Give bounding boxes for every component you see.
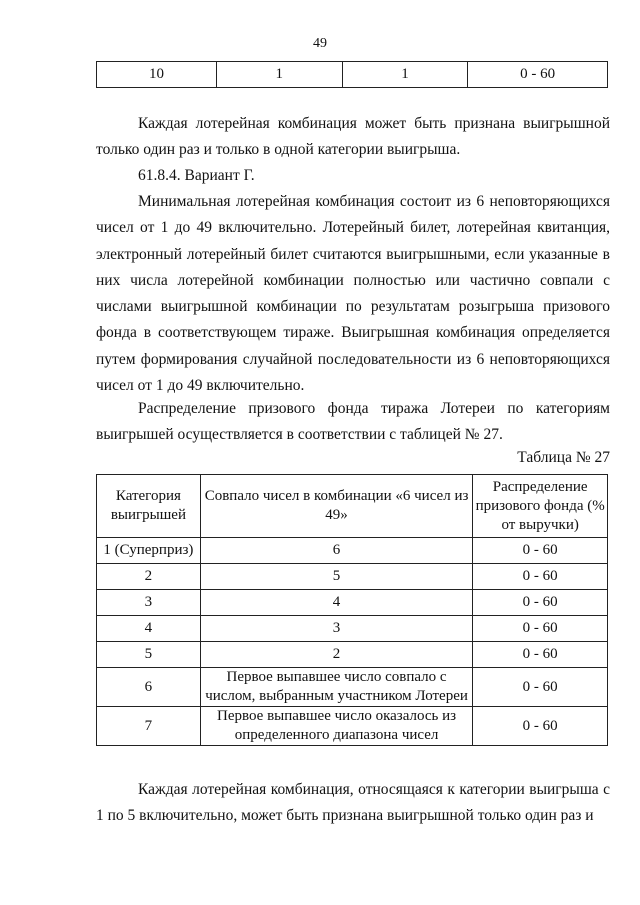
continued-table bbox=[96, 61, 608, 88]
cell-matched: 3 bbox=[200, 616, 473, 642]
table-cell: 0 - 60 bbox=[468, 62, 608, 88]
header-matched: Совпало чисел в комбинации «6 чисел из 49» bbox=[200, 475, 473, 538]
cell-share: 0 - 60 bbox=[473, 564, 608, 590]
table-cell: 1 bbox=[216, 62, 342, 88]
cell-matched: 2 bbox=[200, 642, 473, 668]
table-cell: 10 bbox=[97, 62, 217, 88]
table-row bbox=[97, 538, 608, 564]
table-row bbox=[97, 616, 608, 642]
paragraph-category-limit: Каждая лотерейная комбинация, относящаяся к категории выигрыша с 1 по 5 включительно, может быть признана выигрышной только один раз и bbox=[96, 781, 610, 825]
cell-share: 0 - 60 bbox=[473, 707, 608, 746]
cell-share: 0 - 60 bbox=[473, 642, 608, 668]
table-row bbox=[97, 642, 608, 668]
prize-table bbox=[96, 474, 608, 746]
table-caption: Таблица № 27 bbox=[517, 449, 610, 466]
paragraph-single-win: Каждая лотерейная комбинация может быть признана выигрышной только один раз и только в одной категории выигрыша. bbox=[96, 115, 610, 159]
cell-share: 0 - 60 bbox=[473, 590, 608, 616]
cell-share: 0 - 60 bbox=[473, 616, 608, 642]
page-number: 49 bbox=[313, 36, 327, 51]
table-row bbox=[97, 707, 608, 746]
cell-category: 4 bbox=[97, 616, 201, 642]
cell-matched: 6 bbox=[200, 538, 473, 564]
table-row bbox=[97, 668, 608, 707]
cell-share: 0 - 60 bbox=[473, 668, 608, 707]
cell-category: 1 (Суперприз) bbox=[97, 538, 201, 564]
cell-category: 7 bbox=[97, 707, 201, 746]
cell-category: 5 bbox=[97, 642, 201, 668]
table-row bbox=[97, 564, 608, 590]
cell-category: 2 bbox=[97, 564, 201, 590]
header-category: Категория выигрышей bbox=[97, 475, 201, 538]
header-share: Распределение призового фонда (% от выручки) bbox=[473, 475, 608, 538]
cell-category: 6 bbox=[97, 668, 201, 707]
table-row bbox=[97, 62, 608, 88]
paragraph-variant-description: Минимальная лотерейная комбинация состоит из 6 неповторяющихся чисел от 1 до 49 включительно. Лотерейный билет, лотерейная квитанция, электронный лотерейный билет считаются выигрышными, если указанные в них числа лотерейной комбинации полностью или частично совпали с числами выигрышной комбинации по результатам розыгрыша призового фонда в соответствующем тираже. Выигрышная комбинация определяется путем формирования случайной последовательности из 6 неповторяющихся чисел от 1 до 49 включительно. bbox=[96, 193, 610, 395]
paragraph-prize-distribution: Распределение призового фонда тиража Лотереи по категориям выигрышей осуществляется в соответствии с таблицей № 27. bbox=[96, 400, 610, 444]
section-heading: 61.8.4. Вариант Г. bbox=[138, 167, 255, 184]
cell-matched: 5 bbox=[200, 564, 473, 590]
table-header-row bbox=[97, 475, 608, 538]
table-cell: 1 bbox=[342, 62, 468, 88]
table-row bbox=[97, 590, 608, 616]
cell-share: 0 - 60 bbox=[473, 538, 608, 564]
cell-category: 3 bbox=[97, 590, 201, 616]
cell-matched: 4 bbox=[200, 590, 473, 616]
cell-matched: Первое выпавшее число совпало с числом, выбранным участником Лотереи bbox=[200, 668, 473, 707]
cell-matched: Первое выпавшее число оказалось из определенного диапазона чисел bbox=[200, 707, 473, 746]
